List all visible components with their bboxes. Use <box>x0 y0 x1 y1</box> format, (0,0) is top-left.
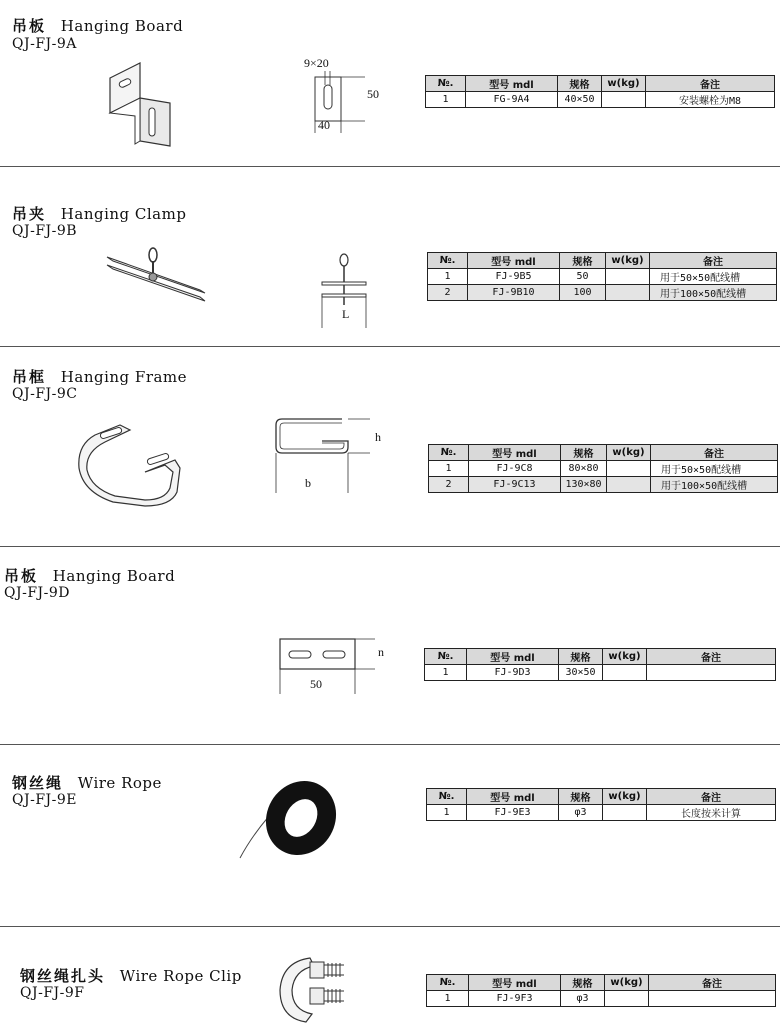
header-weight: w(kg) <box>603 649 647 665</box>
header-no: №. <box>425 649 467 665</box>
spec-table-f <box>426 974 776 1007</box>
cell-note: 用于100×50配线槽 <box>650 285 777 301</box>
section-e-title-zh: 钢丝绳 <box>12 774 64 792</box>
dim-a-bottom: 40 <box>318 118 330 132</box>
header-note: 备注 <box>646 76 775 92</box>
cell-note <box>647 665 776 681</box>
header-weight: w(kg) <box>602 76 646 92</box>
header-model: 型号 mdl <box>467 649 559 665</box>
hanging-board-d-drawing <box>275 636 395 696</box>
hanging-frame-illustration <box>75 420 185 505</box>
dim-d-right: n <box>378 645 384 659</box>
section-e-title <box>12 774 162 792</box>
spec-table-b <box>427 252 777 301</box>
section-a-title-en: Hanging Board <box>60 17 184 35</box>
cell-weight <box>605 991 649 1007</box>
table-row <box>425 665 776 681</box>
table-row <box>427 991 776 1007</box>
table-header-row <box>425 649 776 665</box>
hanging-frame-drawing <box>270 415 390 495</box>
cell-note: 用于50×50配线槽 <box>651 461 778 477</box>
table-row <box>426 92 775 108</box>
table-header-row <box>426 76 775 92</box>
header-no: №. <box>427 789 467 805</box>
dim-a-top: 9×20 <box>304 56 329 70</box>
section-e-code: QJ-FJ-9E <box>12 792 78 808</box>
cell-weight <box>606 285 650 301</box>
header-model: 型号 mdl <box>468 253 560 269</box>
dim-d-bottom: 50 <box>310 677 322 691</box>
header-spec: 规格 <box>560 253 606 269</box>
cell-weight <box>603 665 647 681</box>
cell-model: FJ-9C13 <box>469 477 561 493</box>
cell-weight <box>606 269 650 285</box>
cell-no: 2 <box>429 477 469 493</box>
table-row <box>427 805 776 821</box>
section-b-title <box>12 205 186 223</box>
header-spec: 规格 <box>559 789 603 805</box>
cell-spec: φ3 <box>561 991 605 1007</box>
section-d-title <box>4 567 175 585</box>
section-f-title-zh: 钢丝绳扎头 <box>20 967 106 985</box>
header-no: №. <box>428 253 468 269</box>
spec-table-e <box>426 788 776 821</box>
spec-table-a <box>425 75 775 108</box>
section-b-title-en: Hanging Clamp <box>60 205 187 223</box>
spec-table-d <box>424 648 776 681</box>
cell-weight <box>607 477 651 493</box>
header-model: 型号 mdl <box>469 975 561 991</box>
table-header-row <box>427 975 776 991</box>
section-c-title-zh: 吊框 <box>12 368 47 386</box>
cell-model: FJ-9F3 <box>469 991 561 1007</box>
table-header-row <box>428 253 777 269</box>
dim-c-right: h <box>375 430 381 444</box>
divider <box>0 346 780 347</box>
header-no: №. <box>427 975 469 991</box>
cell-spec: 50 <box>560 269 606 285</box>
cell-model: FG-9A4 <box>466 92 558 108</box>
section-f-title <box>20 967 242 985</box>
section-c-title <box>12 368 187 386</box>
header-note: 备注 <box>651 445 778 461</box>
wire-rope-illustration <box>236 778 336 863</box>
section-a-title-zh: 吊板 <box>12 17 47 35</box>
header-no: №. <box>429 445 469 461</box>
header-note: 备注 <box>650 253 777 269</box>
table-row <box>428 269 777 285</box>
divider <box>0 166 780 167</box>
header-model: 型号 mdl <box>469 445 561 461</box>
dim-c-bottom: b <box>305 476 311 490</box>
section-d-code: QJ-FJ-9D <box>4 585 71 601</box>
section-f-title-en: Wire Rope Clip <box>119 967 242 985</box>
section-b-code: QJ-FJ-9B <box>12 223 78 239</box>
hanging-board-a-illustration <box>105 58 185 150</box>
table-row <box>429 461 778 477</box>
cell-spec: 40×50 <box>558 92 602 108</box>
table-row <box>428 285 777 301</box>
cell-no: 1 <box>428 269 468 285</box>
header-spec: 规格 <box>558 76 602 92</box>
section-e-title-en: Wire Rope <box>77 774 162 792</box>
dim-a-right: 50 <box>367 87 379 101</box>
divider <box>0 546 780 547</box>
cell-spec: 100 <box>560 285 606 301</box>
cell-spec: 80×80 <box>561 461 607 477</box>
header-note: 备注 <box>649 975 776 991</box>
cell-spec: φ3 <box>559 805 603 821</box>
wire-rope-clip-illustration <box>270 952 360 1028</box>
header-weight: w(kg) <box>603 789 647 805</box>
cell-note: 长度按米计算 <box>647 805 776 821</box>
section-b-title-zh: 吊夹 <box>12 205 47 223</box>
cell-model: FJ-9D3 <box>467 665 559 681</box>
section-c-title-en: Hanging Frame <box>60 368 188 386</box>
header-weight: w(kg) <box>606 253 650 269</box>
cell-note <box>649 991 776 1007</box>
header-note: 备注 <box>647 649 776 665</box>
cell-spec: 30×50 <box>559 665 603 681</box>
spec-table-c <box>428 444 778 493</box>
dim-b-bottom: L <box>342 307 350 321</box>
section-a-title <box>12 17 183 35</box>
cell-no: 1 <box>425 665 467 681</box>
cell-model: FJ-9E3 <box>467 805 559 821</box>
cell-no: 1 <box>426 92 466 108</box>
cell-note: 用于100×50配线槽 <box>651 477 778 493</box>
header-note: 备注 <box>647 789 776 805</box>
table-header-row <box>429 445 778 461</box>
header-no: №. <box>426 76 466 92</box>
header-model: 型号 mdl <box>466 76 558 92</box>
cell-weight <box>603 805 647 821</box>
cell-note: 用于50×50配线槽 <box>650 269 777 285</box>
hanging-clamp-illustration <box>105 245 210 305</box>
cell-no: 1 <box>429 461 469 477</box>
header-model: 型号 mdl <box>467 789 559 805</box>
cell-weight <box>607 461 651 477</box>
section-d-title-zh: 吊板 <box>4 567 39 585</box>
section-c-code: QJ-FJ-9C <box>12 386 78 402</box>
divider <box>0 744 780 745</box>
header-spec: 规格 <box>561 975 605 991</box>
header-weight: w(kg) <box>607 445 651 461</box>
header-spec: 规格 <box>561 445 607 461</box>
cell-no: 1 <box>427 805 467 821</box>
cell-spec: 130×80 <box>561 477 607 493</box>
cell-model: FJ-9B10 <box>468 285 560 301</box>
cell-note: 安装螺栓为M8 <box>646 92 775 108</box>
divider <box>0 926 780 927</box>
section-f-code: QJ-FJ-9F <box>20 985 85 1001</box>
section-d-title-en: Hanging Board <box>52 567 176 585</box>
cell-weight <box>602 92 646 108</box>
section-a-code: QJ-FJ-9A <box>12 36 77 52</box>
header-weight: w(kg) <box>605 975 649 991</box>
cell-model: FJ-9C8 <box>469 461 561 477</box>
cell-no: 1 <box>427 991 469 1007</box>
cell-no: 2 <box>428 285 468 301</box>
header-spec: 规格 <box>559 649 603 665</box>
table-row <box>429 477 778 493</box>
table-header-row <box>427 789 776 805</box>
cell-model: FJ-9B5 <box>468 269 560 285</box>
